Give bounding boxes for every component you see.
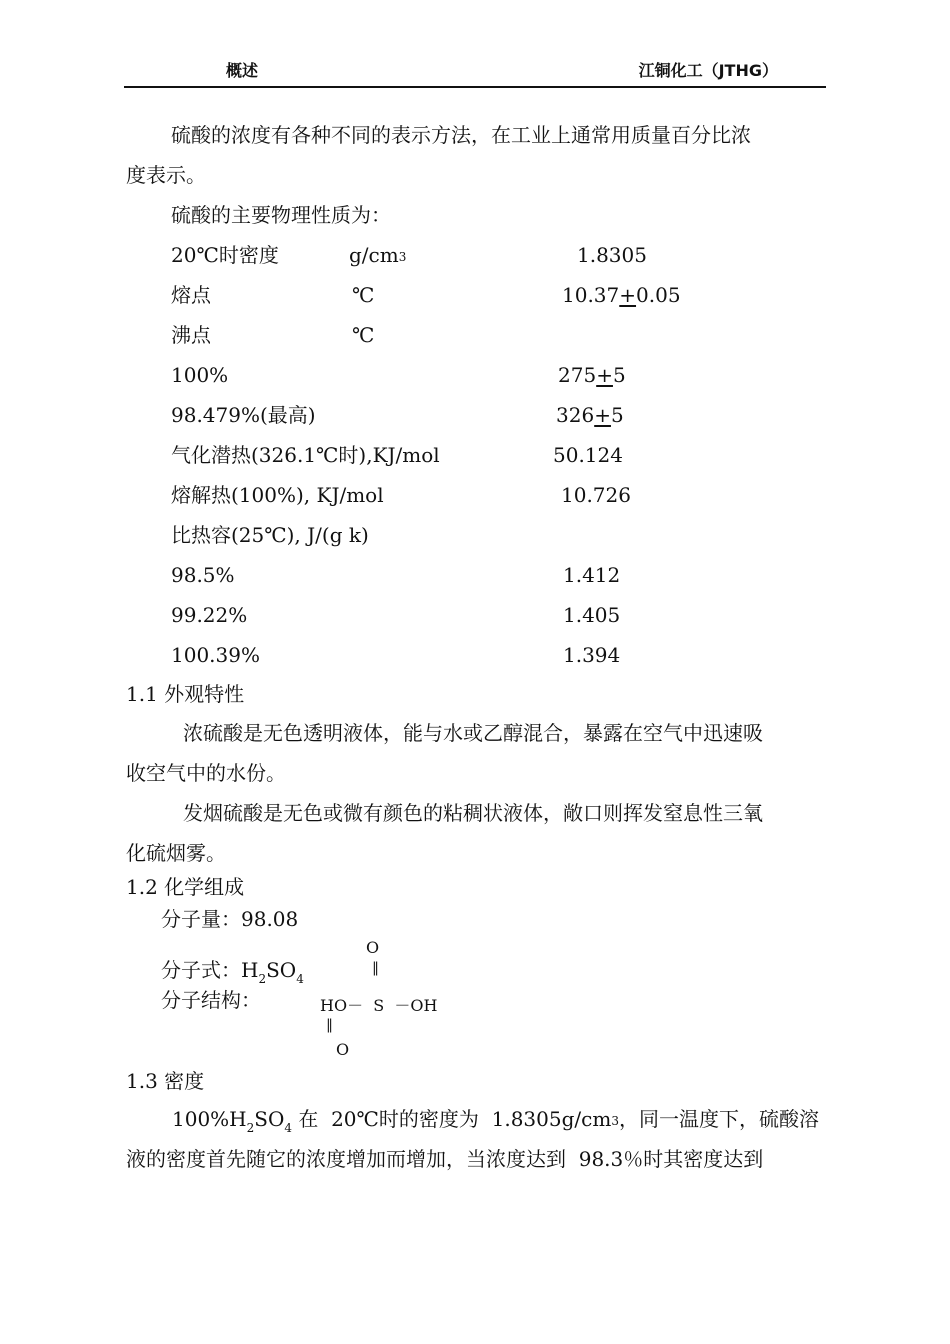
appearance-para-2-line-1: 发烟硫酸是无色或微有颜色的粘稠状液体，敞口则挥发窒息性三氧 [183, 801, 763, 825]
section-1-1-heading: 1.1 外观特性 [126, 682, 245, 706]
section-1-2-heading: 1.2 化学组成 [126, 875, 245, 899]
structure-double-bond-top: ‖ [372, 960, 379, 976]
boiling-100-label: 100% [171, 363, 229, 387]
density-para-line-2: 液的密度首先随它的浓度增加而增加，当浓度达到 98.3％时其密度达到 [126, 1147, 764, 1171]
fusion-label: 熔解热(100%), KJ/mol [171, 483, 384, 507]
cp-100-label: 100.39% [171, 643, 260, 667]
cp-100-value: 1.394 [563, 643, 621, 667]
cp-98-value: 1.412 [563, 563, 621, 587]
melting-value: 10.37+0.05 [562, 283, 681, 307]
structure-oxygen-bottom: O [336, 1040, 350, 1059]
appearance-para-1-line-1: 浓硫酸是无色透明液体，能与水或乙醇混合，暴露在空气中迅速吸 [183, 721, 763, 745]
density-value: 1.8305 [577, 243, 647, 267]
section-1-3-heading: 1.3 密度 [126, 1069, 205, 1093]
header-section-title: 概述 [226, 61, 259, 80]
boiling-label: 沸点 [171, 323, 211, 347]
intro-line-2: 度表示。 [126, 163, 206, 187]
boiling-unit: ℃ [352, 323, 375, 347]
structure-double-bond-bottom: ‖ [326, 1017, 333, 1033]
boiling-98-value: 326+5 [556, 403, 624, 427]
boiling-100-value: 275+5 [558, 363, 626, 387]
heat-capacity-label: 比热容(25℃), J/(g k) [171, 523, 369, 547]
cp-98-label: 98.5% [171, 563, 235, 587]
header-company-name: 江铜化工（JTHG） [638, 61, 778, 80]
cp-99-value: 1.405 [563, 603, 621, 627]
vaporization-label: 气化潜热(326.1℃时),KJ/mol [171, 443, 440, 467]
structure-main-chain: HO－ S －OH [320, 996, 438, 1015]
fusion-value: 10.726 [561, 483, 631, 507]
structure-oxygen-top: O [366, 938, 380, 957]
melting-label: 熔点 [171, 283, 211, 307]
intro-line-1: 硫酸的浓度有各种不同的表示方法，在工业上通常用质量百分比浓 [171, 123, 751, 147]
appearance-para-1-line-2: 收空气中的水份。 [126, 761, 286, 785]
props-title: 硫酸的主要物理性质为： [171, 203, 391, 227]
vaporization-value: 50.124 [553, 443, 623, 467]
appearance-para-2-line-2: 化硫烟雾。 [126, 841, 226, 865]
molecular-structure-label: 分子结构： [161, 988, 261, 1012]
density-para-line-1: $100\%H_2SO_4$ 在 20℃时的密度为 1.8305g/cm3，同一温度下，硫酸溶 [172, 1107, 819, 1135]
density-unit: g/cm3 [349, 243, 407, 267]
cp-99-label: 99.22% [171, 603, 248, 627]
molecular-formula: 分子式：$H_2SO_4$ [161, 958, 304, 986]
melting-unit: ℃ [352, 283, 375, 307]
boiling-98-label: 98.479%(最高) [171, 403, 316, 427]
molecular-weight: 分子量：98.08 [161, 907, 299, 931]
density-label: 20℃时密度 [171, 243, 279, 267]
header-rule [124, 86, 826, 88]
